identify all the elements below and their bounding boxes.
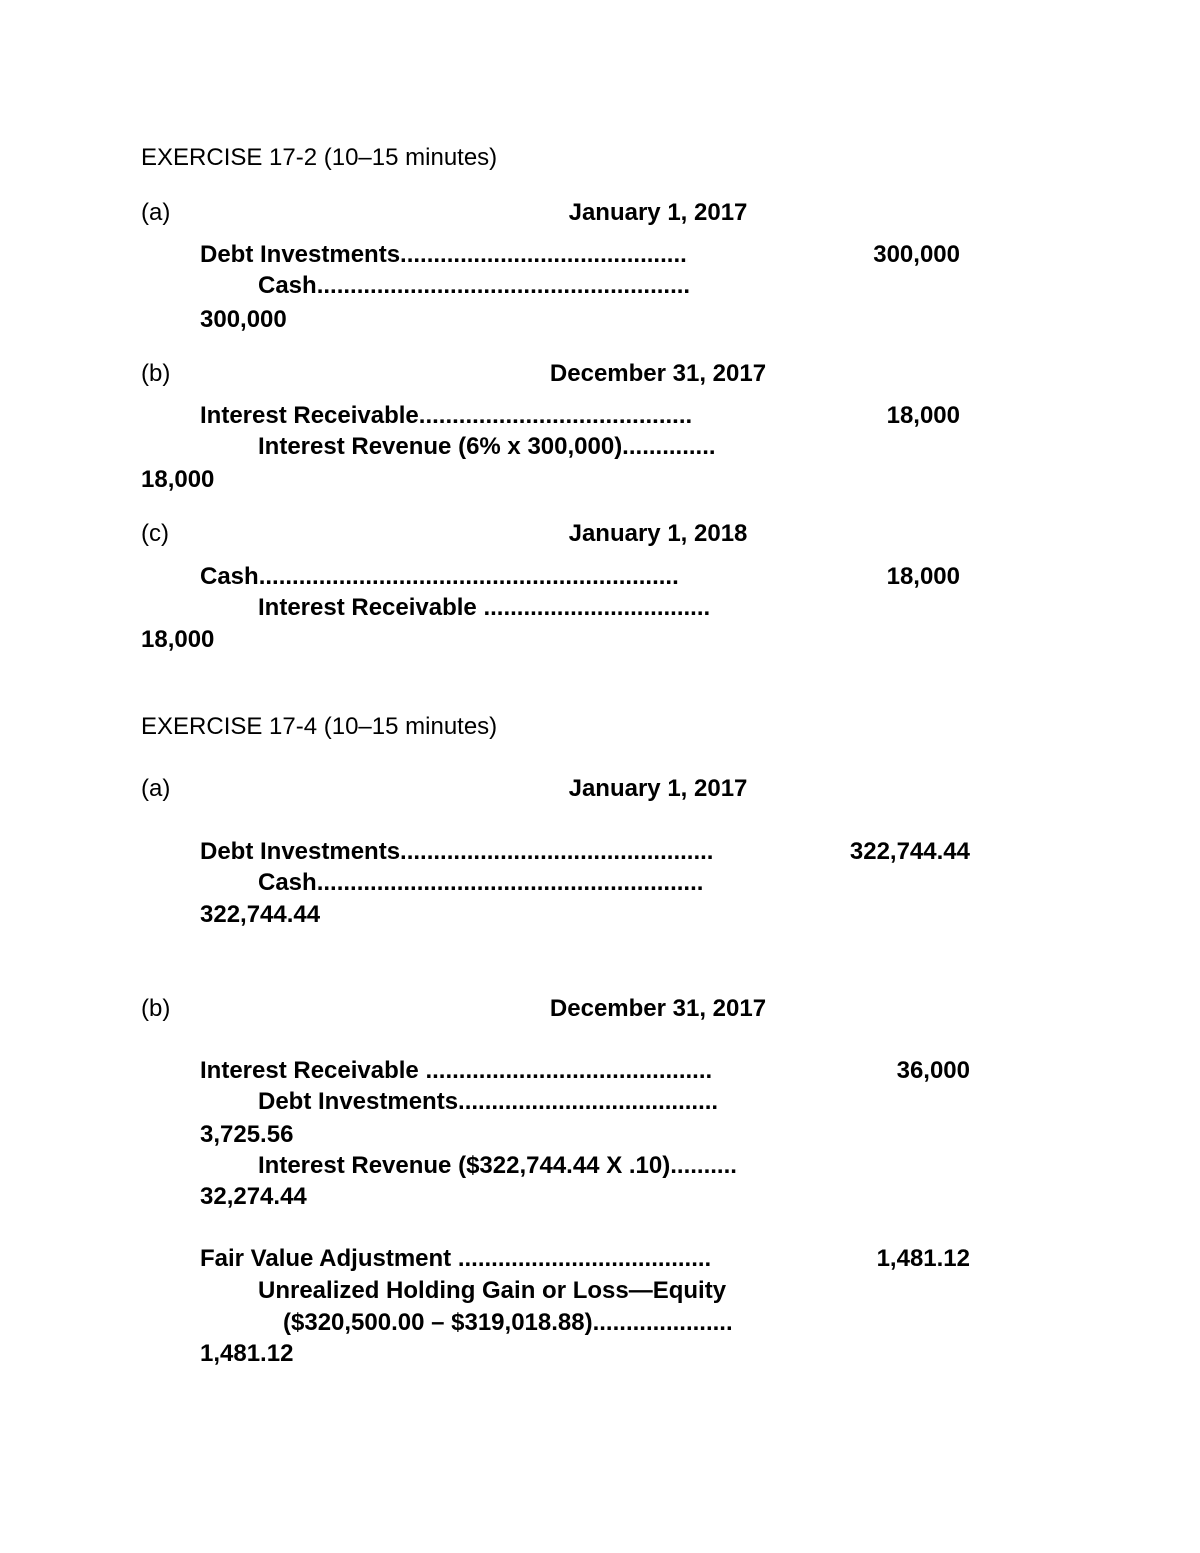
credit-account: Cash..........................................................	[258, 869, 704, 896]
credit-account-continued: ($320,500.00 – $319,018.88).....................	[283, 1309, 733, 1336]
part-b-label: (b)	[141, 360, 171, 387]
credit-amount: 3,725.56	[200, 1121, 294, 1148]
credit-account: Debt Investments.......................................	[258, 1088, 719, 1115]
credit-amount: 18,000	[141, 466, 215, 493]
credit-account: Unrealized Holding Gain or Loss—Equity	[258, 1277, 727, 1304]
credit-account: Interest Revenue ($322,744.44 X .10)..........	[258, 1152, 737, 1179]
debit-account: Debt Investments...........................................	[200, 241, 687, 268]
part-c-label: (c)	[141, 520, 169, 547]
part-a-label: (a)	[141, 775, 171, 802]
entry-date: January 1, 2018	[568, 520, 748, 547]
debit-account: Fair Value Adjustment ......................................	[200, 1245, 712, 1272]
credit-amount: 322,744.44	[200, 901, 321, 928]
credit-amount: 1,481.12	[200, 1340, 294, 1367]
debit-account: Interest Receivable ...........................................	[200, 1057, 713, 1084]
credit-account: Interest Receivable ..................................	[258, 594, 711, 621]
debit-account: Interest Receivable.........................................	[200, 402, 693, 429]
credit-amount: 32,274.44	[200, 1183, 307, 1210]
credit-account: Cash........................................................	[258, 272, 691, 299]
credit-amount: 18,000	[141, 626, 215, 653]
exercise-17-2-heading: EXERCISE 17-2 (10–15 minutes)	[141, 144, 498, 171]
debit-amount: 300,000	[873, 241, 960, 268]
debit-account: Debt Investments...............................................	[200, 838, 714, 865]
entry-date: January 1, 2017	[568, 775, 748, 802]
debit-account: Cash...............................................................	[200, 563, 679, 590]
part-b-label: (b)	[141, 995, 171, 1022]
entry-date: December 31, 2017	[549, 995, 767, 1022]
debit-amount: 1,481.12	[876, 1245, 970, 1272]
credit-amount: 300,000	[200, 306, 287, 333]
debit-amount: 18,000	[886, 402, 960, 429]
debit-amount: 322,744.44	[849, 838, 970, 865]
debit-amount: 18,000	[886, 563, 960, 590]
part-a-label: (a)	[141, 199, 171, 226]
credit-account: Interest Revenue (6% x 300,000)..............	[258, 433, 716, 460]
exercise-17-4-heading: EXERCISE 17-4 (10–15 minutes)	[141, 713, 498, 740]
entry-date: December 31, 2017	[549, 360, 767, 387]
debit-amount: 36,000	[896, 1057, 970, 1084]
entry-date: January 1, 2017	[568, 199, 748, 226]
